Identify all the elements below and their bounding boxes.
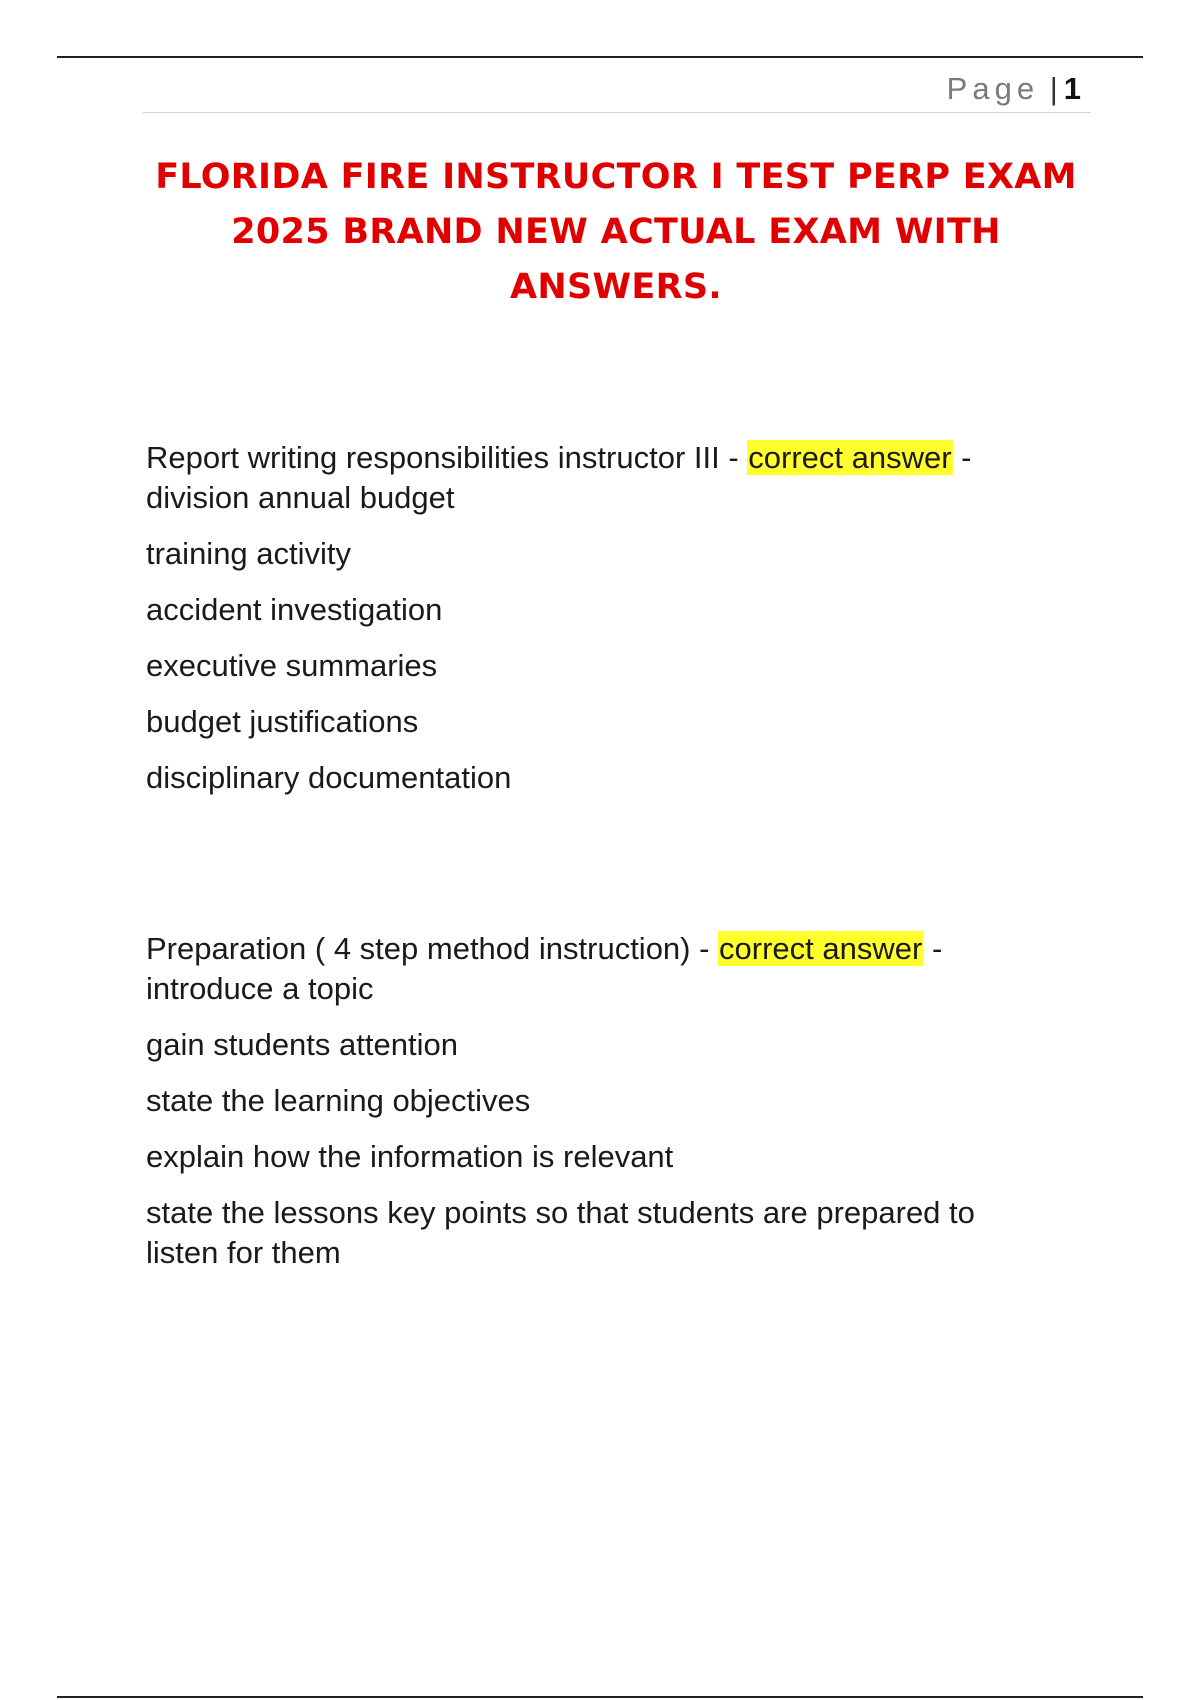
question-2-answer-tag: correct answer — [719, 931, 923, 966]
question-2-prompt: Preparation ( 4 step method instruction) - — [146, 931, 719, 966]
question-2-dash: - — [923, 931, 943, 966]
question-1-answer-3: accident investigation — [146, 592, 443, 627]
page-separator: | — [1049, 71, 1058, 106]
question-2-answer-5: state the lessons key points so that students are prepared to listen for them — [146, 1195, 975, 1270]
question-1-prompt: Report writing responsibilities instructor III - — [146, 440, 748, 475]
question-block-1 — [146, 438, 1046, 814]
question-1-answer-1: division annual budget — [146, 480, 455, 515]
question-2-lead — [146, 929, 1046, 1009]
question-block-2 — [146, 929, 1046, 1289]
page-header — [143, 66, 1091, 113]
question-2-answer-3: state the learning objectives — [146, 1083, 531, 1118]
question-2-answer-4: explain how the information is relevant — [146, 1139, 674, 1174]
bottom-rule — [57, 1696, 1143, 1698]
question-2-answer-2: gain students attention — [146, 1027, 458, 1062]
question-1-answer-6: disciplinary documentation — [146, 760, 512, 795]
question-1-answer-2: training activity — [146, 536, 352, 571]
question-1-answer-4: executive summaries — [146, 648, 438, 683]
question-1-lead — [146, 438, 1046, 518]
page-number-label — [947, 72, 1081, 106]
question-1-answer-5: budget justifications — [146, 704, 419, 739]
question-1-answer-tag: correct answer — [748, 440, 952, 475]
question-2-answer-1: introduce a topic — [146, 971, 374, 1006]
page-number: 1 — [1063, 71, 1081, 106]
page-word: Page — [946, 71, 1040, 106]
question-1-dash: - — [952, 440, 972, 475]
top-rule — [57, 56, 1143, 58]
document-title: FLORIDA FIRE INSTRUCTOR I TEST PERP EXAM 2025 BRAND NEW ACTUAL EXAM WITH ANSWERS. — [155, 157, 1077, 307]
